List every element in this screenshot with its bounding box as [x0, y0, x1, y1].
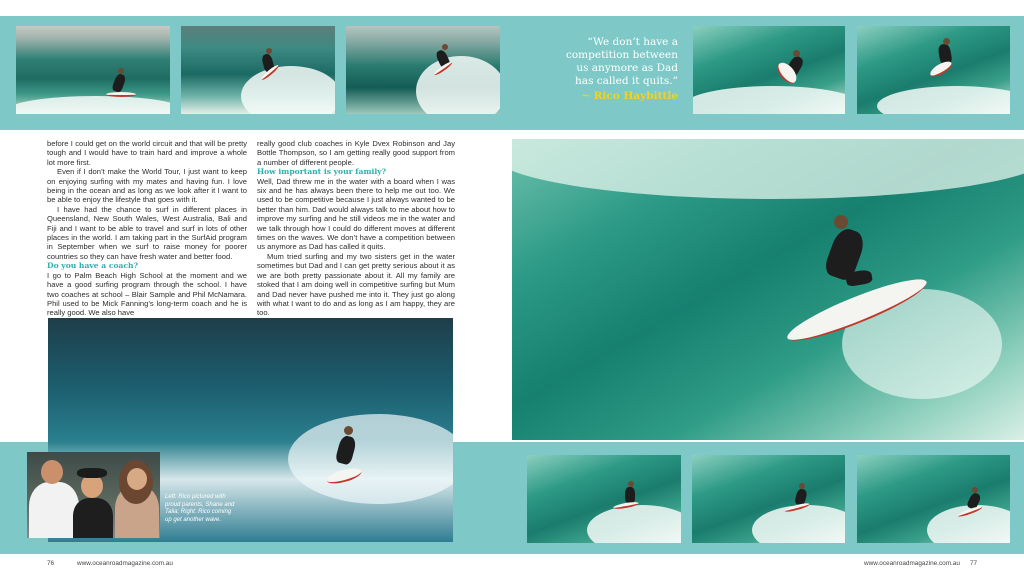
- family-photo: [27, 452, 160, 538]
- pull-quote-text: “We don’t have a competition between us anymore as Dad has called it quits.”: [565, 36, 678, 87]
- question-heading: How important is your family?: [257, 167, 387, 177]
- article-column-1: [47, 139, 247, 318]
- paragraph: Mum tried surfing and my two sisters get in the water sometimes but Dad and I can get pretty serious about it as we are both pretty passionate about it. All my family are stoked that I am doing well in competitive surfing but Mum and Dad never have pushed me into it. They just go along with what I want to do and as long as I am happy, they are too.: [257, 251, 455, 318]
- paragraph: really good club coaches in Kyle Dvex Robinson and Jay Bottle Thompson, so I am getting really good support from a number of different people.: [257, 139, 455, 167]
- paragraph: Well, Dad threw me in the water with a board when I was six and he has always been there to help me out too. We used to be competitive because I just always wanted to be better than him. Dad would always talk to me about how to improve my surfing and he still videos me in the water and we talk through how I could do different moves at different times on the waves. We don’t have a competition between us anymore as Dad has called it quits.: [257, 176, 455, 252]
- top-photo-3: [346, 26, 500, 114]
- top-photo-4: [693, 26, 845, 114]
- right-footer-url: www.oceanroadmagazine.com.au: [864, 560, 960, 567]
- pull-quote-attribution: ~ Rico Haybittle: [581, 90, 678, 102]
- sequence-photo-3: [857, 455, 1010, 543]
- sequence-photo-1: [527, 455, 681, 543]
- photo-caption: Left: Rico pictured with proud parents, Shane and Talia; Right: Rico coming up get another wave.: [165, 494, 235, 523]
- paragraph: Even if I don’t make the World Tour, I just want to keep on enjoying surfing with my mates and having fun. I love being in the ocean and as long as we look after it I want to be able to enjoy the lifestyle that goes with it.: [47, 167, 247, 205]
- question-heading: Do you have a coach?: [47, 261, 139, 271]
- sequence-photo-2: [692, 455, 845, 543]
- paragraph: before I could get on the world circuit and that will be pretty tough and I would have to train hard and improve a whole lot more first.: [47, 139, 247, 167]
- article-column-2: [257, 139, 455, 318]
- top-photo-5: [857, 26, 1010, 114]
- top-photo-2: [181, 26, 335, 114]
- paragraph: I have had the chance to surf in different places in Queensland, New South Wales, West Australia, Bali and Fiji and I want to be able to travel and surf in lots of other places in the world. I am taking part in the SurfAid program in September when we surf to raise money for poorer countries so they can have fresh water and better food.: [47, 204, 247, 261]
- left-footer-url: www.oceanroadmagazine.com.au: [77, 560, 173, 567]
- right-page-number: 77: [970, 560, 978, 567]
- paragraph: I go to Palm Beach High School at the moment and we have a good surfing program through the school. I have two coaches at school – Blair Sample and Phil McNamara. Phil used to be Mick Fanning’s long-term coach and he is really good. We also have: [47, 270, 247, 318]
- left-page-number: 76: [47, 560, 55, 567]
- top-photo-1: [16, 26, 170, 114]
- pull-quote: [560, 36, 678, 103]
- main-photo-right: [512, 139, 1024, 440]
